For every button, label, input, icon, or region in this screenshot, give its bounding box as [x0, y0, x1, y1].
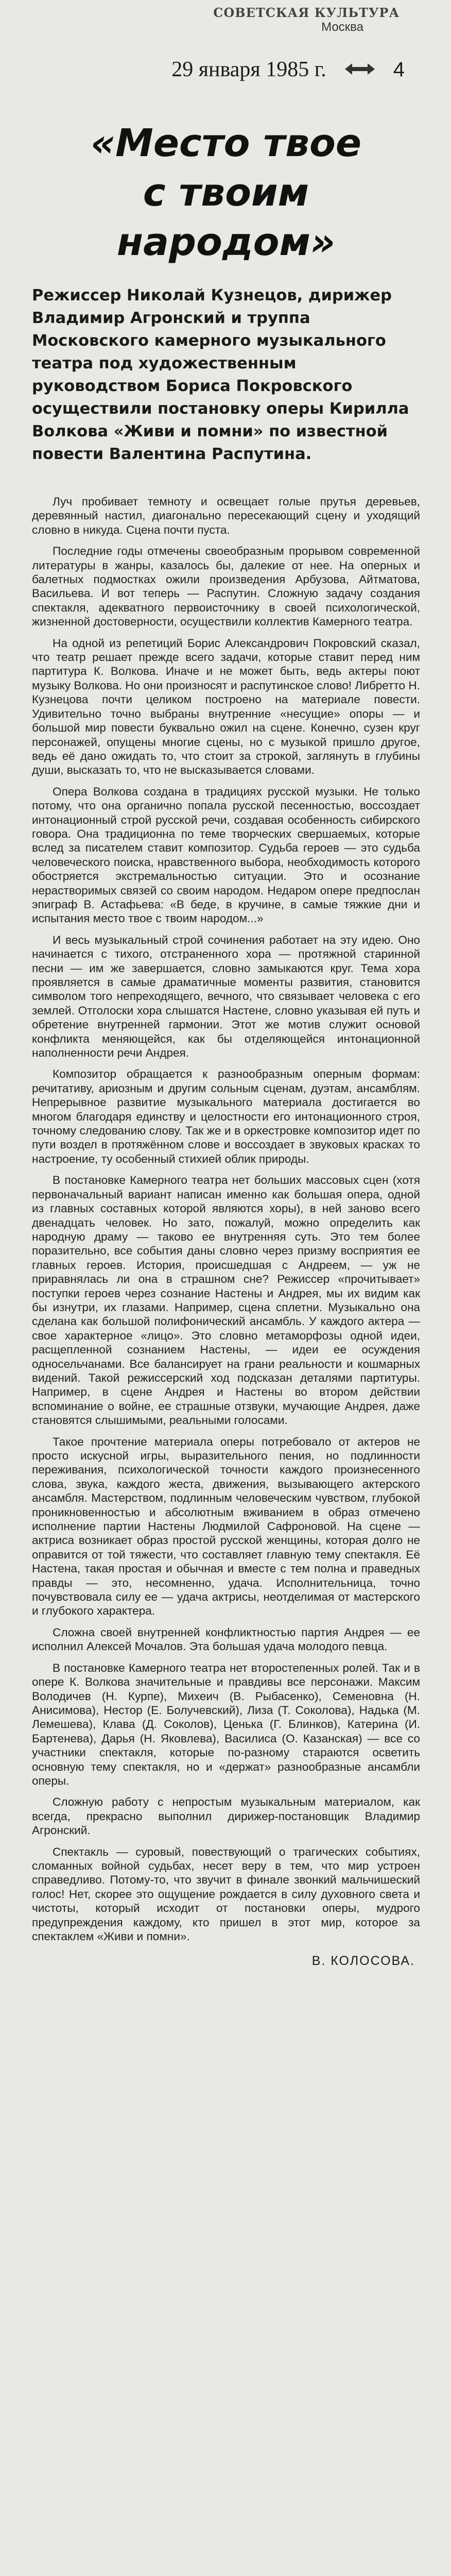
article-headline: [32, 118, 420, 267]
newspaper-city: Москва: [321, 20, 363, 34]
article-paragraph: На одной из репетиций Борис Александрович Покровский сказал, что театр решает прежде всего задачи, которые ставит перед ним партитура К. Волкова. Иначе и не может быть, ведь актеры поют музыку Волкова. Но они произносят и распутинское слово! Либретто Н. Кузнецова почти целиком построено на материале повести. Удивительно точно выбраны внутренние «несущие» опоры — и большой мир повести буквально ожил на сцене. Конечно, сузен круг персонажей, опущены многие сцены, но с музыкой пришло другое, ведь её дано ожидать то, что стоит за строкой, заглянуть в глубины души, высказать то, что не высказывается словами.: [32, 636, 420, 777]
article-paragraph: В постановке Камерного театра нет больших массовых сцен (хотя первоначальный вариант написан именно как большая опера, одной из главных составных которой являются хоры), в ней заново всего двенадцать человек. Но зато, пожалуй, можно определить как народную драму — таково ее внутренняя суть. Это тем более поразительно, все события даны словно через призму восприятия ее главных героев. История, происшедшая с Андреем, — уж не приравнялась ли она в страшном сне? Режиссер «прочитывает» поступки героев через сознание Настены и Андрея, мы их видим как бы изнутри, их глазами. Например, сцена сплетни. Музыкально она сделана как большой полифонический ансамбль. У каждого актера — свое характерное «лицо». Это словно метаморфозы одной идеи, расщепленной сознанием Настены, — идеи ее осуждения односельчанами. Все балансирует на грани реальности и кошмарных видений. Такой режиссерский ход подсказан деталями партитуры. Например, в сцене Андрея и Настены во втором действии вспоминание о войне, ее страшные отзвуки, мучающие Андрея, даже становятся слышимыми, реальными голосами.: [32, 1174, 420, 1427]
article-body: [32, 495, 420, 1943]
article-paragraph: Композитор обращается к разнообразным оперным формам: речитативу, ариозным и другим сольным сценам, дуэтам, ансамблям. Непрерывное развитие музыкального материала достигается во многом благодаря единству и целостности его интонационного строя, точному следованию слову. Так же и в оркестровке композитор идет по пути воздел в протяжённом слове и воссоздает в звуковых красках то настроение, ту особенный стихией облик природы.: [32, 1067, 420, 1165]
article-paragraph: Спектакль — суровый, повествующий о трагических событиях, сломанных войной судьбах, несет веру в тем, что мир устроен справедливо. Потому-то, что звучит в финале звонкий мальчишеский голос! Нет, скорее это ощущение рождается в силу духовного света и чистоты, который исходит от постановки оперы, мудрого предупреждения каждому, кто пришел в этот мир, которое за спектаклем «Живи и помни».: [32, 1845, 420, 1943]
article-paragraph: Сложна своей внутренней конфликтностью партия Андрея — ее исполнил Алексей Мочалов. Эта большая удача молодого певца.: [32, 1625, 420, 1653]
article-paragraph: Такое прочтение материала оперы потребовало от актеров не просто искусной игры, выразительного пения, но подлинности переживания, психологической точности каждого произнесенного слова, звука, каждого жеста, движения, вызывающего актерского ансамбля. Мастерством, подлинным человеческим чувством, глубокой проникновенностью и абсолютным вживанием в образ отмечено исполнение партии Настены Людмилой Сафроновой. На сцене — актриса возникает образ простой русской женщины, которая долго не оправится от той тяжести, что составляет главную тему спектакля. Её Настена, такая простая и обычная и вместе с тем полна и праведных правды — это, несомненно, удача. Исполнительница, точно почувствовала силу ее — удача актрисы, неотделимая от мастерского и глубокого характера.: [32, 1435, 420, 1618]
issue-date: 29 января 1985 г.: [171, 58, 326, 81]
author-byline: В. КОЛОСОВА.: [311, 1954, 415, 1969]
article-paragraph: Опера Волкова создана в традициях русской музыки. Не только потому, что она органично попала русской песенностью, воссоздает интонационный строй русской речи, создавая особенность сибирского говора. Она традиционна по теме творческих свершаемых, которые вслед за писателем ставит композитор. Судьба героев — это судьба человеческого поиска, нравственного выбора, необходимость которого обостряется экстремальностью ситуации. Это и осознание нерастворимых связей со своим народом. Недаром опере предпослан эпиграф В. Астафьева: «В беде, в кручине, в самые тяжкие дни и испытания место твое с твоим народом...»: [32, 785, 420, 925]
article-paragraph: И весь музыкальный строй сочинения работает на эту идею. Оно начинается с тихого, отстраненного хора — протяжной старинной песни — им же завершается, словно замыкаются круг. Тема хора проявляется в самые драматичные моменты развития, становится символом того непреходящего, вечного, что связывает человека с его землей. Отголоски хора слышатся Настене, словно указывая ей путь и обретение внутренней гармонии. Этот же мотив служит основой конфликта меняющейся, как бы отделяющейся интонационной наполненности речи Андрея.: [32, 933, 420, 1060]
headline-line-2: с твоим народом»: [116, 171, 336, 264]
article-paragraph: Сложную работу с непростым музыкальным материалом, как всегда, прекрасно выполнил дирижер-постановщик Владимир Агронский.: [32, 1795, 420, 1837]
article-paragraph: Луч пробивает темноту и освещает голые прутья деревьев, деревянный настил, диагонально пересекающий сцену и уходящий словно в никуда. Сцена почти пуста.: [32, 495, 420, 536]
newspaper-title: СОВЕТСКАЯ КУЛЬТУРА: [213, 5, 400, 20]
article-paragraph: Последние годы отмечены своеобразным прорывом современной литературы в жанры, казалось бы, далекие от нее. На оперных и балетных подмостках ожили произведения Арбузова, Айтматова, Васильева. И вот теперь — Распутин. Сложную задачу создания спектакля, адекватного первоисточнику в своей психологической, жизненной достоверности, осуществили коллектив Камерного театра.: [32, 545, 420, 629]
double-arrow-icon: [345, 58, 375, 81]
headline-line-1: «Место твое: [90, 121, 362, 165]
article-paragraph: В постановке Камерного театра нет второстепенных ролей. Так и в опере К. Волкова значительные и правдивы все персонажи. Максим Володичев (Н. Курпе), Михеич (В. Рыбасенко), Семеновна (Н. Анисимова), Нестор (Е. Болучевский), Лиза (Т. Соколова), Надька (М. Лемешева), Клава (Д. Соколов), Ценька (Г. Блинков), Катерина (И. Бартенева), Дарья (Н. Яковлева), Василиса (О. Казанская) — все со участники спектакля, которые по-разному стараются осветить основную тему спектакля, но и «держат» разнообразные ансамбли оперы.: [32, 1661, 420, 1787]
page-number: 4: [393, 58, 405, 81]
masthead: [32, 0, 420, 41]
dateline: [32, 41, 420, 98]
article-lead: Режиссер Николай Кузнецов, дирижер Владимир Агронский и труппа Московского камерного музыкального театра под художественным руководством Бориса Покровского осуществили постановку оперы Кирилла Волкова «Живи и помни» по известной повести Валентина Распутина.: [32, 286, 409, 463]
